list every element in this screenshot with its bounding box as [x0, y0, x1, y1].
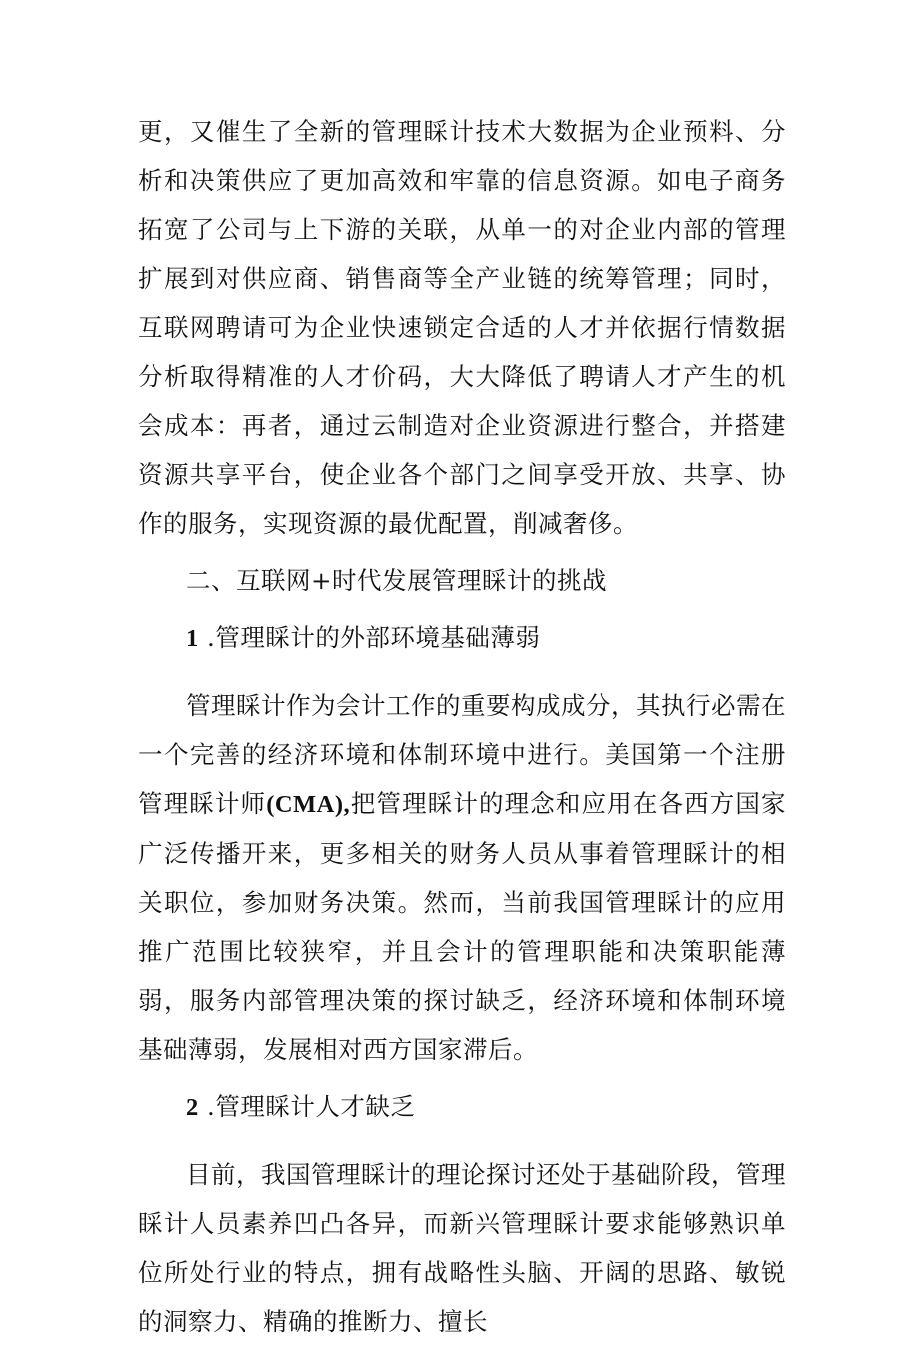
subheading-title: .管理睬计的外部环境基础薄弱 [207, 623, 541, 652]
section-heading-challenges: 二、互联网+时代发展管理睬计的挑战 [186, 566, 608, 595]
subheading-number: 2 [186, 1094, 199, 1121]
subheading-external-environment [138, 613, 786, 663]
paragraph-text-b: 把管理睬计的理念和应用在各西方国家广泛传播开来，更多相关的财务人员从事着管理睬计的相关职位，参加财务决策。然而，当前我国管理睬计的应用推广范围比较狭窄，并且会计的管理职能和决策职能薄弱，服务内部管理决策的探讨缺乏，经济环境和体制环境基础薄弱，发展相对西方国家滞后。 [138, 789, 787, 1064]
document-page [138, 107, 786, 1346]
cma-abbreviation: (CMA), [266, 791, 351, 818]
paragraph-talent-shortage: 目前，我国管理睬计的理论探讨还处于基础阶段，管理睬计人员素养凹凸各异，而新兴管理睬计要求能够熟识单位所处行业的特点，拥有战略性头脑、开阔的思路、敏锐的洞察力、精确的推断力、擅长 [138, 1160, 786, 1336]
subheading-talent-shortage [138, 1082, 786, 1132]
subheading-number: 1 [186, 625, 199, 652]
subheading-title: .管理睬计人才缺乏 [207, 1092, 416, 1121]
paragraph-text-a: 管理睬计作为会计工作的重要构成成分，其执行必需在一个完善的经济环境和体制环境中进行。美国第一个注册管理睬计师 [138, 691, 786, 818]
paragraph-external-environment [138, 681, 786, 1074]
paragraph-continuation: 更，又催生了全新的管理睬计技术大数据为企业预料、分析和决策供应了更加高效和牢靠的信息资源。如电子商务拓宽了公司与上下游的关联，从单一的对企业内部的管理扩展到对供应商、销售商等全产业链的统筹管理；同时，互联网聘请可为企业快速锁定合适的人才并依据行情数据分析取得精准的人才价码，大大降低了聘请人才产生的机会成本：再者，通过云制造对企业资源进行整合，并搭建资源共享平台，使企业各个部门之间享受开放、共享、协作的服务，实现资源的最优配置，削减奢侈。 [138, 117, 786, 538]
